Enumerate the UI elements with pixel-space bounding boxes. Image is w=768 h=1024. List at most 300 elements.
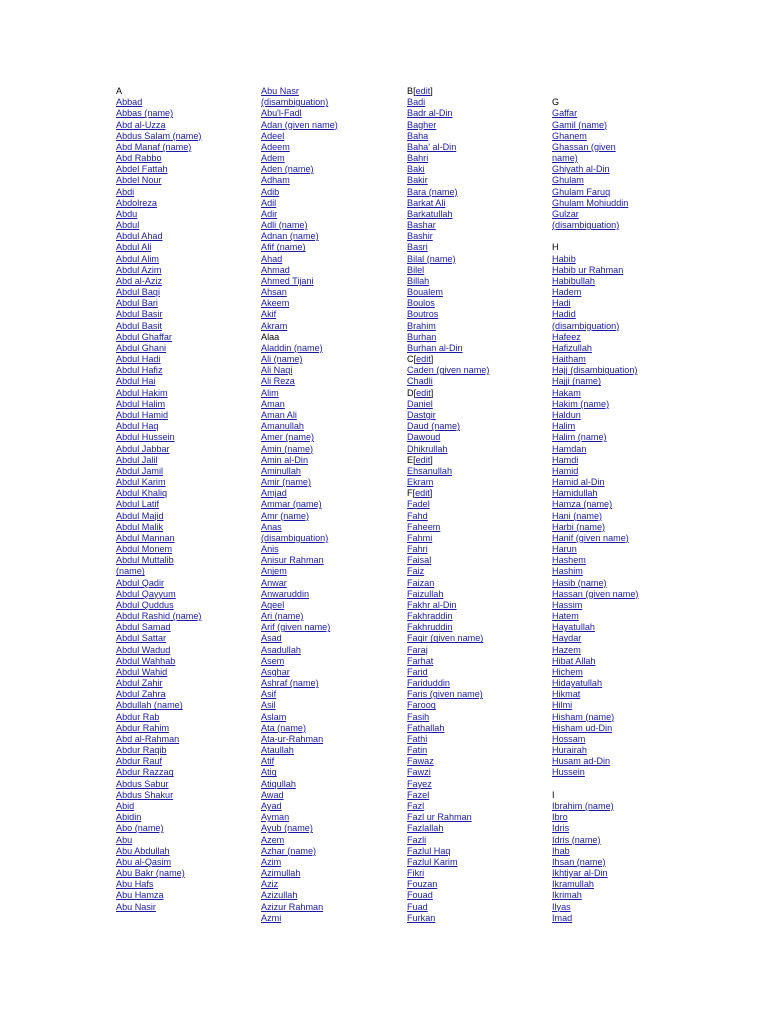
name-link-text[interactable]: Boutros (407, 309, 439, 320)
name-link-text[interactable]: Abdul Hussein (116, 432, 175, 443)
name-link-text[interactable]: Haydar (552, 633, 582, 644)
name-link-text[interactable]: Habib (552, 253, 576, 264)
name-link-text[interactable]: Hadem (552, 287, 582, 298)
name-link-text[interactable]: Hossam (552, 733, 586, 744)
name-link-text[interactable]: Amr (name) (261, 510, 309, 521)
name-link-text[interactable]: Amir (name) (261, 477, 312, 488)
name-link-text[interactable]: Abd Rabbo (116, 153, 162, 164)
name-link-text[interactable]: Bahri (407, 153, 429, 164)
name-link-text[interactable]: Abu Abdullah (116, 845, 170, 856)
name-link-text[interactable]: Abdul Quddus (116, 599, 174, 610)
name-link-text[interactable]: Adib (261, 186, 280, 197)
name-link-text[interactable]: Abdolreza (116, 197, 157, 208)
name-link-text[interactable]: Ekram (407, 477, 434, 488)
name-link-text[interactable]: Asad (261, 633, 282, 644)
name-link-text[interactable]: Ibro (552, 812, 568, 823)
name-link-text[interactable]: (disambiguation) (261, 532, 329, 543)
name-link-text[interactable]: Hamza (name) (552, 499, 613, 510)
name-link-text[interactable]: Abdul Hadi (116, 354, 161, 365)
name-link-text[interactable]: Baha (407, 130, 429, 141)
name-link-text[interactable]: Abdul Qadir (116, 577, 165, 588)
name-link-text[interactable]: (disambiguation) (552, 320, 620, 331)
name-link-text[interactable]: Hadi (552, 298, 571, 309)
name-link-text[interactable]: Abdul Jamil (116, 465, 164, 476)
name-link-text[interactable]: Ahad (261, 253, 283, 264)
name-link-text[interactable]: Faizullah (407, 588, 444, 599)
name-link-text[interactable]: Hibat Allah (552, 655, 596, 666)
name-link-text[interactable]: Abdul Wadud (116, 644, 171, 655)
name-link-text[interactable]: Ali Naqi (261, 365, 293, 376)
name-link-text[interactable]: Abdul Azim (116, 264, 162, 275)
name-link-text[interactable]: Abdul Malik (116, 521, 164, 532)
name-link-text[interactable]: Abdul Wahid (116, 666, 168, 677)
name-link-text[interactable]: Ata (name) (261, 722, 306, 733)
name-link-text[interactable]: Hamid al-Din (552, 477, 605, 488)
name-link-text[interactable]: Anisur Rahman (261, 555, 324, 566)
name-link-text[interactable]: Abu Bakr (name) (116, 868, 185, 879)
name-link-text[interactable]: Hani (name) (552, 510, 603, 521)
name-link-text[interactable]: Ihsan (name) (552, 856, 606, 867)
name-link-text[interactable]: Abdul Sattar (116, 633, 167, 644)
name-link-text[interactable]: Adeem (261, 141, 290, 152)
name-link-text[interactable]: Hasib (name) (552, 577, 607, 588)
name-link-text[interactable]: Abdul Muttalib (116, 555, 174, 566)
name-link-text[interactable]: Dhikrullah (407, 443, 448, 454)
name-link-text[interactable]: Aziz (261, 879, 279, 890)
name-link-text[interactable]: Aman Ali (261, 409, 297, 420)
name-link-text[interactable]: Hamidullah (552, 488, 598, 499)
name-link-text[interactable]: Abdul Zahra (116, 689, 166, 700)
edit-link[interactable]: edit (416, 387, 431, 398)
name-link-text[interactable]: Hidayatullah (552, 678, 603, 689)
name-link-text[interactable]: Halim (name) (552, 432, 607, 443)
name-link-text[interactable]: Farhat (407, 655, 434, 666)
name-link-text[interactable]: Atiqullah (261, 778, 296, 789)
name-link-text[interactable]: Ghulam Mohiuddin (552, 197, 629, 208)
name-link-text[interactable]: Azizullah (261, 890, 298, 901)
name-link-text[interactable]: Abdul Karim (116, 477, 166, 488)
name-link-text[interactable]: Adan (given name) (261, 119, 338, 130)
name-link-text[interactable]: Awad (261, 789, 284, 800)
name-link-text[interactable]: Abdel Nour (116, 175, 162, 186)
edit-link[interactable]: edit (415, 454, 431, 465)
name-link-text[interactable]: Abdul Haq (116, 421, 159, 432)
name-link-text[interactable]: Afif (name) (261, 242, 306, 253)
name-link-text[interactable]: Fawaz (407, 756, 434, 767)
name-link-text[interactable]: Idris (name) (552, 834, 601, 845)
name-link-text[interactable]: Abdur Razzaq (116, 767, 174, 778)
name-link-text[interactable]: Atif (261, 756, 275, 767)
name-link-text[interactable]: Fahd (407, 510, 428, 521)
name-link-text[interactable]: Abdul Latif (116, 499, 159, 510)
name-link-text[interactable]: Abdul Ali (116, 242, 152, 253)
name-link-text[interactable]: Ghiyath al-Din (552, 164, 610, 175)
name-link-text[interactable]: Bilal (name) (407, 253, 456, 264)
name-link-text[interactable]: (disambiguation) (261, 97, 329, 108)
name-link-text[interactable]: Hussein (552, 767, 585, 778)
name-link-text[interactable]: Husam ad-Din (552, 756, 611, 767)
name-link-text[interactable]: Abdul Hai (116, 376, 156, 387)
name-link-text[interactable]: Abdullah (name) (116, 700, 183, 711)
name-link-text[interactable]: Hichem (552, 666, 583, 677)
name-link (407, 578, 547, 589)
name-link-text[interactable]: Atiq (261, 767, 277, 778)
name-link-text[interactable]: Abd al-Uzza (116, 119, 166, 130)
name-link-text[interactable]: Hanif (given name) (552, 532, 629, 543)
name-link-text[interactable]: Aslam (261, 711, 287, 722)
name-link (261, 555, 401, 566)
name-link-text[interactable]: Fazlul Karim (407, 856, 458, 867)
name-link-text[interactable]: Abdul Bari (116, 298, 158, 309)
name-link-text[interactable]: Fouad (407, 890, 433, 901)
name-link-text[interactable]: Abdul Rashid (name) (116, 611, 202, 622)
name-link-text[interactable]: Fuad (407, 901, 428, 912)
name-link-text[interactable]: Abu Nasr (261, 86, 299, 96)
name-link-text[interactable]: Gaffar (552, 108, 578, 119)
name-link-text[interactable]: Abdur Raqib (116, 745, 167, 756)
name-link-text[interactable]: Abdul Baqi (116, 287, 160, 298)
name-link-text[interactable]: Abdul Qayyum (116, 588, 176, 599)
name-link-text[interactable]: Arif (given name) (261, 622, 331, 633)
name-link-text[interactable]: Abdul Jalil (116, 454, 158, 465)
name-link-text[interactable]: Hajj (disambiguation) (552, 365, 638, 376)
name-link-text[interactable]: Azem (261, 834, 285, 845)
name-link-text[interactable]: Hilmi (552, 700, 573, 711)
name-link-text[interactable]: Barkat Ali (407, 197, 446, 208)
name-link-text[interactable]: Adem (261, 153, 285, 164)
name-link-text[interactable]: Caden (given name) (407, 365, 490, 376)
name-link (116, 153, 256, 164)
edit-link[interactable]: edit (415, 86, 431, 96)
name-link-text[interactable]: Ikrimah (552, 890, 582, 901)
name-link-text[interactable]: Bashar (407, 220, 436, 231)
name-link-text[interactable]: Ikramullah (552, 879, 594, 890)
name-link-text[interactable]: Asghar (261, 666, 290, 677)
name-link-text[interactable]: Badi (407, 97, 426, 108)
name-link-text[interactable]: Abdus Sabur (116, 778, 169, 789)
name-link-text[interactable]: Gulzar (552, 208, 579, 219)
name-link-text[interactable]: Abd al-Aziz (116, 275, 162, 286)
name-link (261, 410, 401, 421)
name-link-text[interactable]: Ahmed Tijani (261, 275, 314, 286)
name-link-text[interactable]: Ata-ur-Rahman (261, 733, 324, 744)
name-link-text[interactable]: Abdul Monem (116, 544, 173, 555)
name-link-text[interactable]: Adir (261, 208, 278, 219)
name-link-text[interactable]: Akram (261, 320, 288, 331)
name-link-text[interactable]: Abo (name) (116, 823, 164, 834)
name-link-text[interactable]: Anis (261, 544, 279, 555)
name-link-text[interactable]: Faris (given name) (407, 689, 483, 700)
name-link-text[interactable]: Hafeez (552, 331, 581, 342)
name-link-text[interactable]: Hisham (name) (552, 711, 615, 722)
name-link-text[interactable]: Abdul Mannan (116, 532, 175, 543)
name-link-text[interactable]: Hayatullah (552, 622, 595, 633)
name-link-text[interactable]: Boualem (407, 287, 443, 298)
name-link-text[interactable]: Ibrahim (name) (552, 801, 614, 811)
name-link-text[interactable]: Fatin (407, 745, 428, 756)
name-link-text[interactable]: Abdul (116, 220, 140, 231)
name-link-text[interactable]: Abdu (116, 208, 138, 219)
name-link-text[interactable]: Abdul Jabbar (116, 443, 170, 454)
edit-link[interactable]: edit (416, 354, 431, 365)
name-link-text[interactable]: Abidin (116, 812, 142, 823)
name-link-text[interactable]: Anwaruddin (261, 588, 310, 599)
name-link-text[interactable]: Ayman (261, 812, 290, 823)
name-link (116, 220, 256, 231)
name-link-text[interactable]: Hakam (552, 387, 581, 398)
name-link-text[interactable]: Hakim (name) (552, 398, 610, 409)
name-link-text[interactable]: Fariduddin (407, 678, 450, 689)
name-link-text[interactable]: Brahim (407, 320, 436, 331)
name-link-text[interactable]: Abbad (116, 97, 143, 108)
name-link-text[interactable]: Abdi (116, 186, 135, 197)
name-link-text[interactable]: Hatem (552, 611, 579, 622)
name-link-text[interactable]: (name) (116, 566, 145, 577)
name-link-text[interactable]: Ahsan (261, 287, 287, 298)
name-link-text[interactable]: Abu Hamza (116, 890, 164, 901)
name-link-text[interactable]: Azhar (name) (261, 845, 317, 856)
name-link-text[interactable]: Abdul Alim (116, 253, 159, 264)
name-link-text[interactable]: Imad (552, 912, 573, 923)
name-link-text[interactable]: Abdul Hamid (116, 409, 169, 420)
name-link-text[interactable]: Ataullah (261, 745, 294, 756)
name-link-text[interactable]: Abdul Ahad (116, 231, 163, 242)
name-link-text[interactable]: Barkatullah (407, 208, 453, 219)
name-link-text[interactable]: Adeel (261, 130, 285, 141)
name-link-text[interactable]: Abdur Rab (116, 711, 160, 722)
name-link-text[interactable]: Fayez (407, 778, 432, 789)
name-link-text[interactable]: Aden (name) (261, 164, 314, 175)
name-link-text[interactable]: Ikhtiyar al-Din (552, 868, 608, 879)
name-link-text[interactable]: Hamdan (552, 443, 587, 454)
name-link-text[interactable]: Abu (116, 834, 133, 845)
name-link-text[interactable]: Fazlul Haq (407, 845, 451, 856)
name-link-text[interactable]: Hamid (552, 465, 579, 476)
name-link-text[interactable]: Asem (261, 655, 285, 666)
name-link-text[interactable]: Ari (name) (261, 611, 304, 622)
name-link-text[interactable]: Hassan (given name) (552, 588, 639, 599)
name-link (552, 689, 692, 700)
name-link-text[interactable]: Akeem (261, 298, 290, 309)
name-link-text[interactable]: Abdul Hafiz (116, 365, 163, 376)
name-link-text[interactable]: Anwar (261, 577, 287, 588)
name-link-text[interactable]: Bagher (407, 119, 437, 130)
name-link-text[interactable]: Hadid (552, 309, 576, 320)
name-link-text[interactable]: Abdul Zahir (116, 678, 163, 689)
name-link (552, 142, 692, 153)
name-link-text[interactable]: Faqir (given name) (407, 633, 484, 644)
name-link-text[interactable]: Asif (261, 689, 277, 700)
name-link-text[interactable]: Abdul Wahhab (116, 655, 176, 666)
name-link-text[interactable]: name) (552, 153, 578, 164)
name-link-text[interactable]: Fazl ur Rahman (407, 812, 472, 823)
name-link-text[interactable]: Ali (name) (261, 354, 303, 365)
name-link-text[interactable]: Aminullah (261, 465, 301, 476)
name-link-text[interactable]: Azim (261, 856, 282, 867)
name-link-text[interactable]: Abd Manaf (name) (116, 141, 192, 152)
name-link-text[interactable]: Hazem (552, 644, 581, 655)
name-link-text[interactable]: Hisham ud-Din (552, 722, 613, 733)
name-link-text[interactable]: Ehsanullah (407, 465, 452, 476)
name-link-text[interactable]: Hashim (552, 566, 583, 577)
name-link-text[interactable]: Daud (name) (407, 421, 461, 432)
name-link-text[interactable]: Faiz (407, 566, 425, 577)
name-link-text[interactable]: Hashem (552, 555, 586, 566)
name-link-text[interactable]: Bakir (407, 175, 428, 186)
name-link-text[interactable]: Haitham (552, 354, 586, 365)
name-link-text[interactable]: Billah (407, 275, 430, 286)
name-link-text[interactable]: Daniel (407, 398, 433, 409)
name-link-text[interactable]: Baha' al-Din (407, 141, 457, 152)
name-link-text[interactable]: Abdus Shakur (116, 789, 174, 800)
name-link-text[interactable]: Asadullah (261, 644, 301, 655)
name-link-text[interactable]: Abbas (name) (116, 108, 174, 119)
name-link-text[interactable]: Azimullah (261, 868, 301, 879)
name-link-text[interactable]: Anjem (261, 566, 287, 577)
name-link-text[interactable]: Fathallah (407, 722, 445, 733)
name-link-text[interactable]: Habibullah (552, 275, 595, 286)
name-link-text[interactable]: Faheem (407, 521, 441, 532)
name-link-text[interactable]: Fazl (407, 801, 425, 811)
name-link-text[interactable]: Halim (552, 421, 576, 432)
name-link-text[interactable]: Fazel (407, 789, 430, 800)
name-link-text[interactable]: Amjad (261, 488, 287, 499)
name-link-text[interactable]: Ayub (name) (261, 823, 313, 834)
name-link-text[interactable]: Faizan (407, 577, 435, 588)
name-link-text[interactable]: Amin al-Din (261, 454, 308, 465)
name-link-text[interactable]: Fazlallah (407, 823, 444, 834)
name-link-text[interactable]: Fadel (407, 499, 430, 510)
name-link-text[interactable]: Fasih (407, 711, 430, 722)
name-link-text[interactable]: Boulos (407, 298, 435, 309)
name-link-text[interactable]: Aman (261, 398, 285, 409)
name-link-text[interactable]: Farid (407, 666, 428, 677)
name-link-text[interactable]: Fazli (407, 834, 427, 845)
name-link-text[interactable]: Aqeel (261, 599, 285, 610)
name-link-text[interactable]: Ashraf (name) (261, 678, 319, 689)
name-link-text[interactable]: Chadli (407, 376, 433, 387)
name-link-text[interactable]: Bashir (407, 231, 433, 242)
name-link-text[interactable]: Faisal (407, 555, 432, 566)
name-link-text[interactable]: Hajji (name) (552, 376, 602, 387)
name-link-text[interactable]: Bara (name) (407, 186, 458, 197)
section-letter: D (407, 387, 414, 398)
name-link-text[interactable]: Fahmi (407, 532, 433, 543)
name-link-text[interactable]: Ghulam (552, 175, 584, 186)
name-link-text[interactable]: Azizur Rahman (261, 901, 324, 912)
name-link-text[interactable]: Amanullah (261, 421, 304, 432)
name-link-text[interactable]: Harun (552, 544, 577, 555)
name-link-text[interactable]: Idris (552, 823, 570, 834)
edit-link[interactable]: edit (415, 488, 430, 499)
name-link-text[interactable]: Ghanem (552, 130, 587, 141)
name-link-text[interactable]: Abdul Basir (116, 309, 163, 320)
name-link-text[interactable]: Ahmad (261, 264, 290, 275)
name-link-text[interactable]: Habib ur Rahman (552, 264, 624, 275)
name-link-text[interactable]: Hafizullah (552, 342, 592, 353)
name-link-text[interactable]: Alim (261, 387, 279, 398)
name-link-text[interactable]: Dastgir (407, 409, 436, 420)
name-link-text[interactable]: Adham (261, 175, 290, 186)
name-link-text[interactable]: Ilyas (552, 901, 571, 912)
name-link-text[interactable]: Farooq (407, 700, 436, 711)
name-link-text[interactable]: Abu Hafs (116, 879, 154, 890)
name-link-text[interactable]: Dawoud (407, 432, 441, 443)
name-link (261, 544, 401, 555)
name-link-text[interactable]: Badr al-Din (407, 108, 453, 119)
name-link-text[interactable]: Furkan (407, 912, 436, 923)
name-link-text[interactable]: Asil (261, 700, 276, 711)
name-link-text[interactable]: Abdur Rauf (116, 756, 163, 767)
name-link-text[interactable]: Adil (261, 197, 277, 208)
name-link-text[interactable]: Ayad (261, 801, 282, 811)
name-link-text[interactable]: Abdul Majid (116, 510, 164, 521)
name-link-text[interactable]: Abdul Hakim (116, 387, 168, 398)
name-link-text[interactable]: Abdul Basit (116, 320, 163, 331)
name-link-text[interactable]: Adli (name) (261, 220, 308, 231)
name-link-text[interactable]: Fakhruddin (407, 622, 453, 633)
name-link-text[interactable]: (disambiguation) (552, 220, 620, 231)
name-link-text[interactable]: Hassim (552, 599, 583, 610)
name-link-text[interactable]: Abdul Ghani (116, 342, 167, 353)
name-link-text[interactable]: Azmi (261, 912, 282, 923)
name-link-text[interactable]: Ghulam Faruq (552, 186, 611, 197)
name-link-text[interactable]: Abdul Khaliq (116, 488, 168, 499)
name-link-text[interactable]: Harbi (name) (552, 521, 606, 532)
name-link-text[interactable]: Burhan al-Din (407, 342, 463, 353)
name-link-text[interactable]: Akif (261, 309, 277, 320)
name-link-text[interactable]: Fahri (407, 544, 428, 555)
name-link-text[interactable]: Abu al-Qasim (116, 856, 172, 867)
name-link-text[interactable]: Abu'l-Fadl (261, 108, 302, 119)
name-link-text[interactable]: Amer (name) (261, 432, 315, 443)
name-link-text[interactable]: Hurairah (552, 745, 587, 756)
name-link-text[interactable]: Ali Reza (261, 376, 295, 387)
name-link-text[interactable]: Abdur Rahim (116, 722, 170, 733)
name-link-text[interactable]: Abid (116, 801, 135, 811)
name-link-text[interactable]: Baki (407, 164, 425, 175)
name-link-text[interactable]: Abdul Ghaffar (116, 331, 172, 342)
name-link-text[interactable]: Burhan (407, 331, 437, 342)
name-link-text[interactable]: Haldun (552, 409, 581, 420)
name-link-text[interactable]: Fouzan (407, 879, 438, 890)
name-link-text[interactable]: Abdus Salam (name) (116, 130, 202, 141)
name-link-text[interactable]: Abdul Samad (116, 622, 171, 633)
name-link-text[interactable]: Ghassan (given (552, 141, 616, 152)
name-link-text[interactable]: Ihab (552, 845, 570, 856)
name-link-text[interactable]: Anas (261, 521, 282, 532)
name-link-text[interactable]: Basri (407, 242, 428, 253)
name-link-text[interactable]: Abd al-Rahman (116, 733, 180, 744)
name-link-text[interactable]: Abdul Halim (116, 398, 166, 409)
name-link-text[interactable]: Adnan (name) (261, 231, 319, 242)
name-link-text[interactable]: Fakhr al-Din (407, 599, 457, 610)
name-link-text[interactable]: Abdel Fattah (116, 164, 168, 175)
name-link-text[interactable]: Fathi (407, 733, 428, 744)
name-link-text[interactable]: Abu Nasir (116, 901, 156, 912)
name-link-text[interactable]: Faraj (407, 644, 428, 655)
name-link-text[interactable]: Gamil (name) (552, 119, 608, 130)
name-link-text[interactable]: Fikri (407, 868, 425, 879)
name-link-text[interactable]: Bilel (407, 264, 425, 275)
name-link-text[interactable]: Fakhraddin (407, 611, 453, 622)
name-link-text[interactable]: Hikmat (552, 689, 581, 700)
name-link-text[interactable]: Amin (name) (261, 443, 314, 454)
name-link-text[interactable]: Ammar (name) (261, 499, 322, 510)
name-link-text[interactable]: Fawzi (407, 767, 431, 778)
name-link-text[interactable]: Hamdi (552, 454, 579, 465)
name-link-text[interactable]: Aladdin (name) (261, 342, 323, 353)
